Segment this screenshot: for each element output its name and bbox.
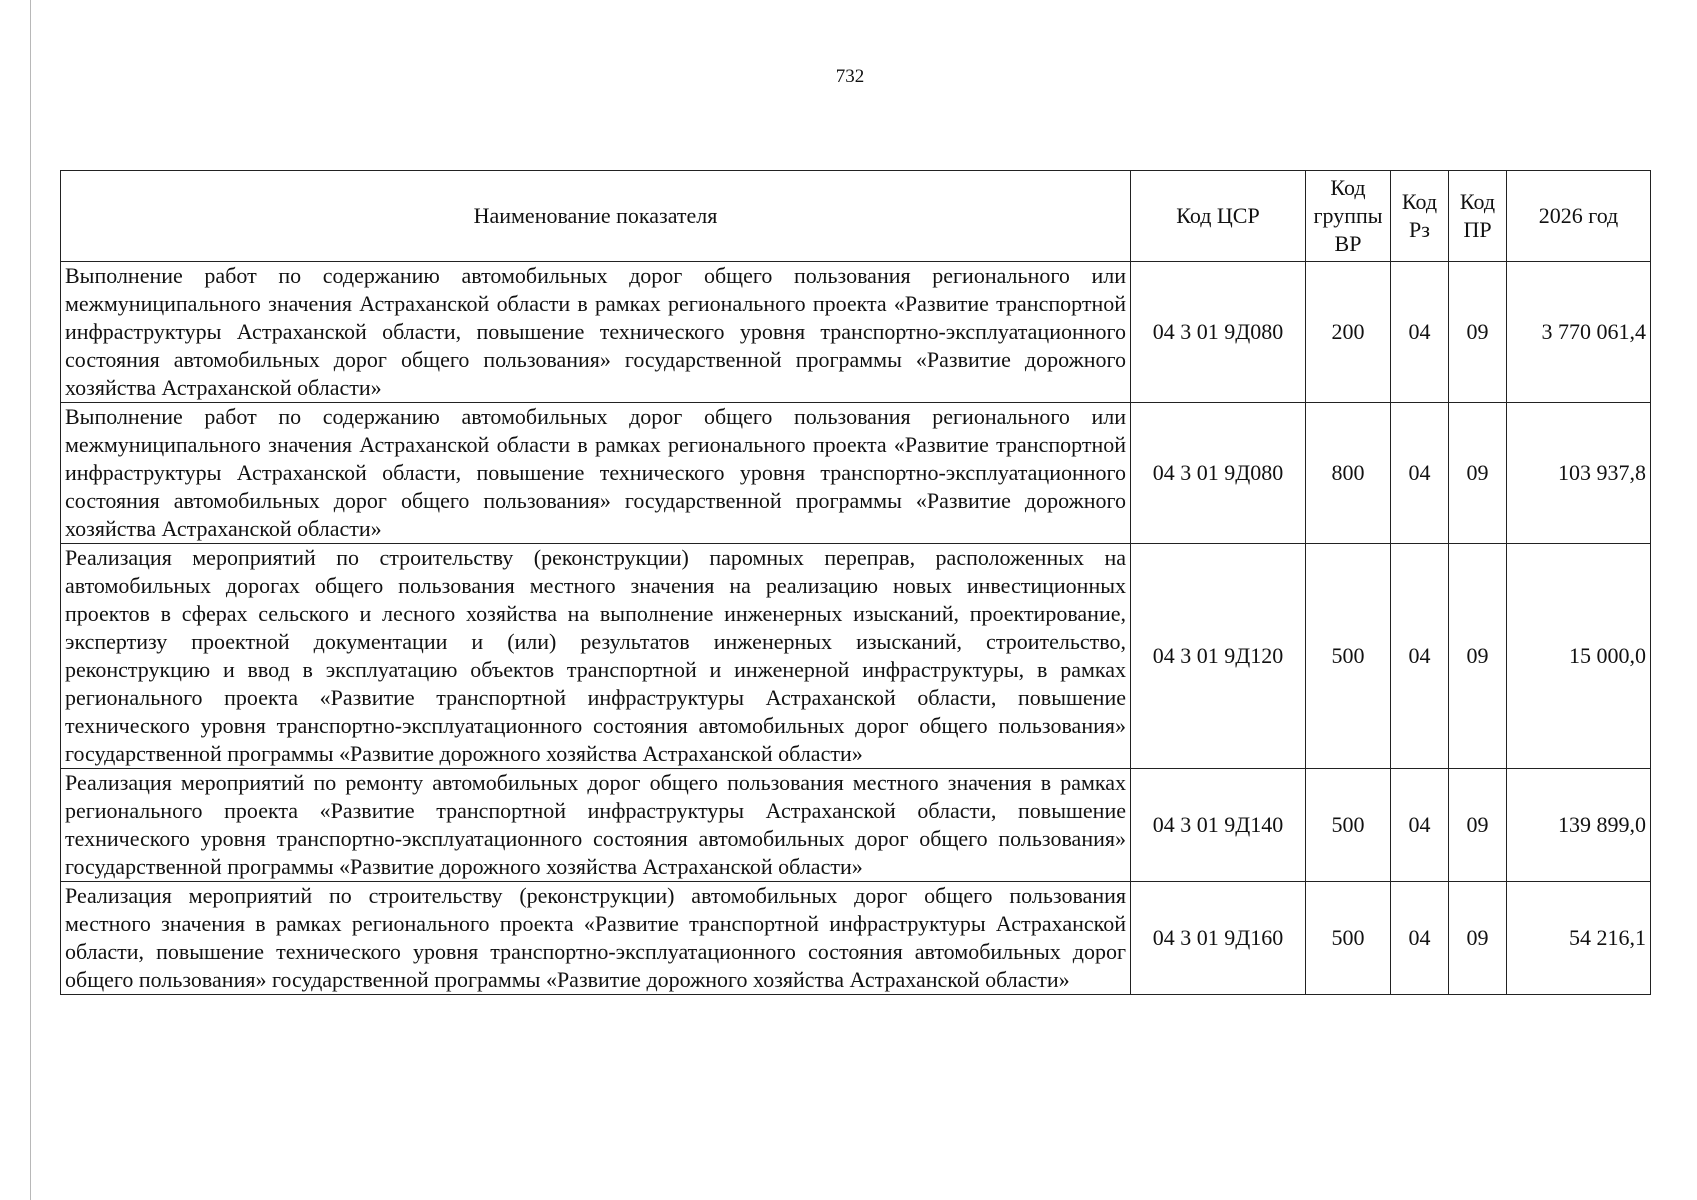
row-rz-code: 04 (1391, 769, 1449, 882)
row-csr-code: 04 3 01 9Д080 (1131, 403, 1306, 544)
row-rz-code: 04 (1391, 882, 1449, 995)
row-rz-code: 04 (1391, 403, 1449, 544)
row-pr-code: 09 (1449, 403, 1507, 544)
budget-table (60, 170, 1651, 995)
row-vr-code: 500 (1306, 882, 1391, 995)
table-row (61, 403, 1651, 544)
header-vr-group-code: Код группы ВР (1306, 171, 1391, 262)
row-csr-code: 04 3 01 9Д140 (1131, 769, 1306, 882)
row-amount: 54 216,1 (1507, 882, 1651, 995)
header-rz-code: Код Рз (1391, 171, 1449, 262)
table-row (61, 544, 1651, 769)
row-indicator-name: Реализация мероприятий по ремонту автомобильных дорог общего пользования местного значения в рамках регионального проекта «Развитие транспортной инфраструктуры Астраханской области, повышение технического уровня транспортно-эксплуатационного состояния автомобильных дорог общего пользования» государственной программы «Развитие дорожного хозяйства Астраханской области» (61, 769, 1131, 882)
header-csr-code: Код ЦСР (1131, 171, 1306, 262)
row-indicator-name: Выполнение работ по содержанию автомобильных дорог общего пользования регионального или межмуниципального значения Астраханской области в рамках регионального проекта «Развитие транспортной инфраструктуры Астраханской области, повышение технического уровня транспортно-эксплуатационного состояния автомобильных дорог общего пользования» государственной программы «Развитие дорожного хозяйства Астраханской области» (61, 262, 1131, 403)
row-amount: 3 770 061,4 (1507, 262, 1651, 403)
row-rz-code: 04 (1391, 544, 1449, 769)
row-indicator-name: Реализация мероприятий по строительству (реконструкции) автомобильных дорог общего пользования местного значения в рамках регионального проекта «Развитие транспортной инфраструктуры Астраханской области, повышение технического уровня транспортно-эксплуатационного состояния автомобильных дорог общего пользования» государственной программы «Развитие дорожного хозяйства Астраханской области» (61, 882, 1131, 995)
row-pr-code: 09 (1449, 882, 1507, 995)
row-csr-code: 04 3 01 9Д160 (1131, 882, 1306, 995)
table-header-row (61, 171, 1651, 262)
binding-edge-line (30, 0, 31, 1200)
row-csr-code: 04 3 01 9Д080 (1131, 262, 1306, 403)
row-vr-code: 500 (1306, 544, 1391, 769)
row-vr-code: 800 (1306, 403, 1391, 544)
header-indicator-name: Наименование показателя (61, 171, 1131, 262)
table-row (61, 882, 1651, 995)
table-row (61, 262, 1651, 403)
table-row (61, 769, 1651, 882)
row-amount: 139 899,0 (1507, 769, 1651, 882)
header-pr-code: Код ПР (1449, 171, 1507, 262)
header-year-2026: 2026 год (1507, 171, 1651, 262)
row-indicator-name: Реализация мероприятий по строительству (реконструкции) паромных переправ, расположенных на автомобильных дорогах общего пользования местного значения на реализацию новых инвестиционных проектов в сферах сельского и лесного хозяйства на выполнение инженерных изысканий, проектирование, экспертизу проектной документации и (или) результатов инженерных изысканий, строительство, реконструкцию и ввод в эксплуатацию объектов транспортной и инженерной инфраструктуры, в рамках регионального проекта «Развитие транспортной инфраструктуры Астраханской области, повышение технического уровня транспортно-эксплуатационного состояния автомобильных дорог общего пользования» государственной программы «Развитие дорожного хозяйства Астраханской области» (61, 544, 1131, 769)
row-pr-code: 09 (1449, 769, 1507, 882)
row-pr-code: 09 (1449, 262, 1507, 403)
row-vr-code: 200 (1306, 262, 1391, 403)
page-number: 732 (835, 66, 865, 87)
row-amount: 103 937,8 (1507, 403, 1651, 544)
row-indicator-name: Выполнение работ по содержанию автомобильных дорог общего пользования регионального или межмуниципального значения Астраханской области в рамках регионального проекта «Развитие транспортной инфраструктуры Астраханской области, повышение технического уровня транспортно-эксплуатационного состояния автомобильных дорог общего пользования» государственной программы «Развитие дорожного хозяйства Астраханской области» (61, 403, 1131, 544)
row-pr-code: 09 (1449, 544, 1507, 769)
row-amount: 15 000,0 (1507, 544, 1651, 769)
row-vr-code: 500 (1306, 769, 1391, 882)
row-rz-code: 04 (1391, 262, 1449, 403)
row-csr-code: 04 3 01 9Д120 (1131, 544, 1306, 769)
